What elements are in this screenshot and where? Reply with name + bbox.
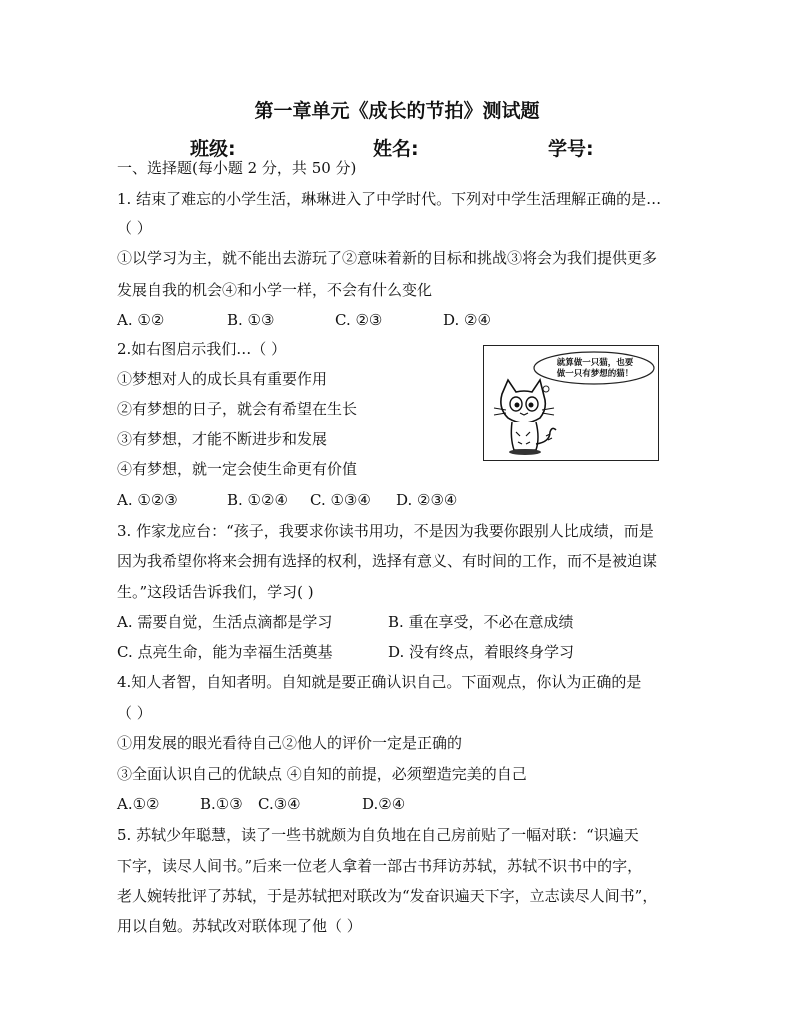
section-heading: 一、选择题(每小题 2 分，共 50 分) [117, 159, 357, 177]
q2-option-a: A. ①②③ [117, 491, 178, 509]
q3-option-c: C. 点亮生命，能为幸福生活奠基 [117, 643, 333, 661]
q2-statement-4: ④有梦想，就一定会使生命更有价值 [117, 460, 358, 478]
q3-option-a: A. 需要自觉，生活点滴都是学习 [117, 613, 333, 631]
q2-option-d: D. ②③④ [396, 491, 458, 509]
q4-option-a: A.①② [117, 795, 160, 813]
q3-option-d: D. 没有终点，着眼终身学习 [388, 643, 575, 661]
q4-statement-2: ③全面认识自己的优缺点 ④自知的前提，必须塑造完美的自己 [117, 765, 527, 783]
q1-statement-2: 发展自我的机会④和小学一样，不会有什么变化 [117, 281, 433, 299]
q2-stem: 2.如右图启示我们…（ ） [117, 340, 287, 358]
q5-stem-3: 老人婉转批评了苏轼，于是苏轼把对联改为“发奋识遍天下字，立志读尽人间书”， [117, 887, 658, 905]
q1-stem-2: （ ） [117, 219, 152, 237]
q3-stem-1: 3. 作家龙应台：“孩子，我要求你读书用功，不是因为我要你跟别人比成绩，而是 [117, 522, 654, 540]
q4-stem-2: （ ） [117, 704, 152, 722]
class-label: 班级: [190, 138, 236, 160]
q1-option-a: A. ①② [117, 311, 165, 329]
q1-option-d: D. ②④ [443, 311, 491, 329]
page-title: 第一章单元《成长的节拍》测试题 [254, 100, 540, 122]
q2-statement-3: ③有梦想，才能不断进步和发展 [117, 430, 328, 448]
dream-cat-cartoon [483, 345, 659, 461]
q2-option-b: B. ①②④ [227, 491, 288, 509]
q3-option-b: B. 重在享受，不必在意成绩 [388, 613, 574, 631]
q3-stem-2: 因为我希望你将来会拥有选择的权利，选择有意义、有时间的工作，而不是被迫谋 [117, 552, 658, 570]
q5-stem-4: 用以自勉。苏轼改对联体现了他（ ） [117, 917, 362, 935]
q2-statement-2: ②有梦想的日子，就会有希望在生长 [117, 400, 358, 418]
q4-option-b: B.①③ [200, 795, 243, 813]
student-id-label: 学号: [548, 138, 594, 160]
q1-option-c: C. ②③ [335, 311, 383, 329]
q3-stem-3: 生。”这段话告诉我们，学习( ) [117, 583, 314, 601]
q4-statement-1: ①用发展的眼光看待自己②他人的评价一定是正确的 [117, 734, 463, 752]
q2-statement-1: ①梦想对人的成长具有重要作用 [117, 370, 328, 388]
q5-stem-1: 5. 苏轼少年聪慧，读了一些书就颇为自负地在自己房前贴了一幅对联：“识遍天 [117, 826, 639, 844]
q5-stem-2: 下字，读尽人间书。”后来一位老人拿着一部古书拜访苏轼，苏轼不识书中的字， [117, 857, 643, 875]
cartoon-caption-line-2: 做一只有梦想的猫！ [556, 369, 634, 379]
cartoon-caption [540, 358, 650, 380]
q2-option-c: C. ①③④ [310, 491, 371, 509]
q4-stem-1: 4.知人者智，自知者明。自知就是要正确认识自己。下面观点，你认为正确的是 [117, 673, 642, 691]
cartoon-caption-line-1: 就算做一只猫，也要 [556, 358, 634, 368]
q1-option-b: B. ①③ [227, 311, 275, 329]
q4-option-c: C.③④ [258, 795, 301, 813]
name-label: 姓名: [373, 138, 419, 160]
q4-option-d: D.②④ [362, 795, 406, 813]
q1-statement-1: ①以学习为主，就不能出去游玩了②意味着新的目标和挑战③将会为我们提供更多 [117, 249, 658, 267]
q1-stem-1: 1. 结束了难忘的小学生活，琳琳进入了中学时代。下列对中学生活理解正确的是… [117, 190, 662, 208]
